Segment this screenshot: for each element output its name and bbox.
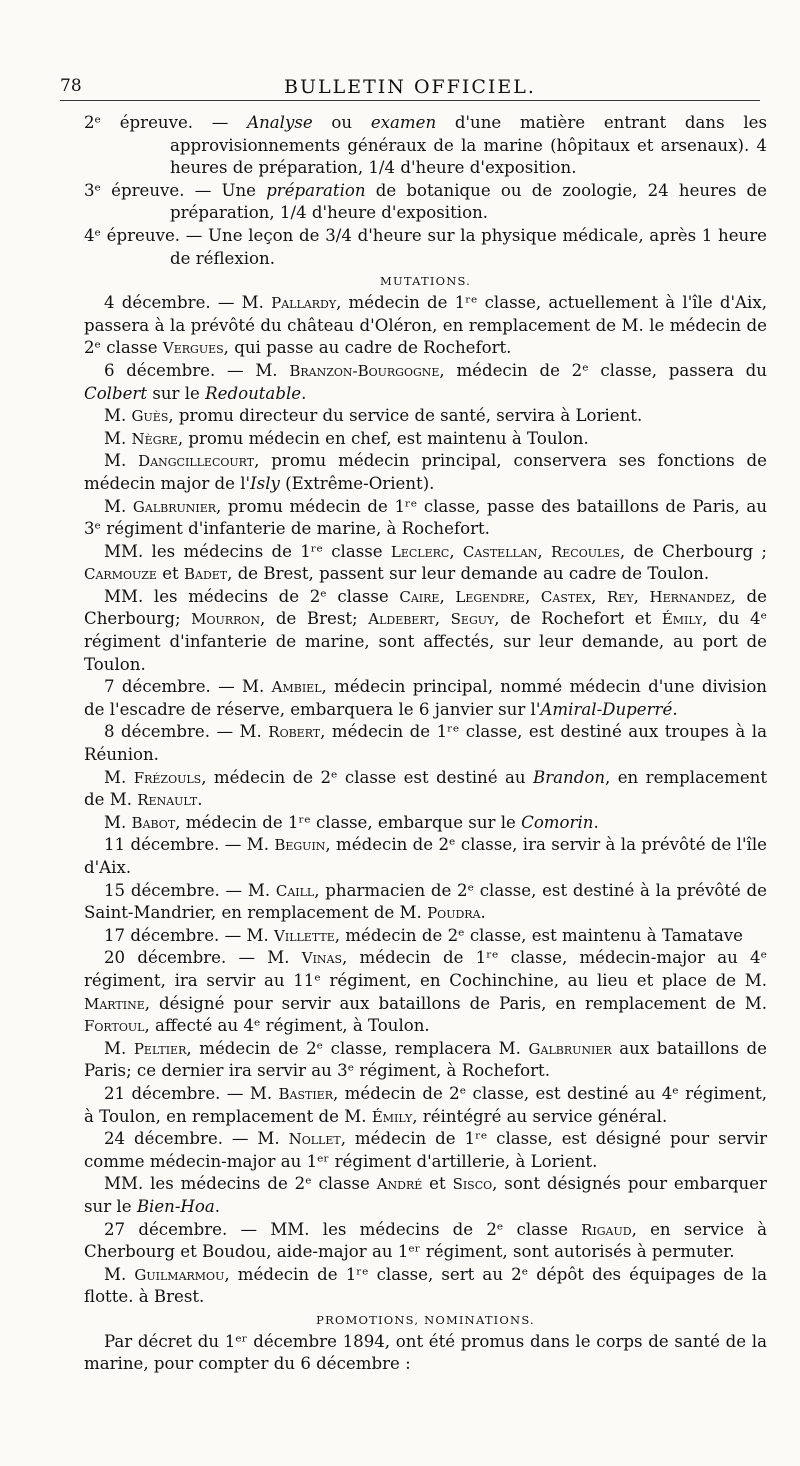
- mutation-paragraph: MM. les médecins de 2ᵉ classe Caire, Legendre, Castex, Rey, Hernandez, de Cherbourg; Mourron, de Brest; Aldebert, Seguy, de Rochefort et Émily, du 4ᵉ régiment d'infanterie de marine, sont affectés, sur leur demande, au port de Toulon.: [84, 586, 768, 674]
- mutation-paragraph: 4 décembre. — M. Pallardy, médecin de 1ʳᵉ classe, actuellement à l'île d'Aix, passera à la prévôté du château d'Oléron, en remplacement de M. le médecin de 2ᵉ classe Vergues, qui passe au cadre de Rochefort.: [84, 293, 767, 358]
- mutation-paragraph: 20 décembre. — M. Vinas, médecin de 1ʳᵉ classe, médecin-major au 4ᵉ régiment, ira servir au 11ᵉ régiment, en Cochinchine, au lieu et place de M. Martine, désigné pour servir aux bataillons de Paris, en remplacement de M. Fortoul, affecté au 4ᵉ régiment, à Toulon.: [84, 948, 767, 1036]
- document-body: [84, 112, 767, 1376]
- epreuve-label: 2ᵉ épreuve. —: [84, 113, 229, 132]
- mutation-paragraph: M. Guilmarmou, médecin de 1ʳᵉ classe, sert au 2ᵉ dépôt des équipages de la flotte. à Brest.: [84, 1264, 767, 1307]
- epreuve-text: Une préparation de botanique ou de zoologie, 24 heures de préparation, 1/4 d'heure d'exposition.: [170, 180, 767, 223]
- mutation-paragraph: M. Peltier, médecin de 2ᵉ classe, remplacera M. Galbrunier aux bataillons de Paris; ce dernier ira servir au 3ᵉ régiment, à Rochefort.: [84, 1038, 767, 1081]
- mutation-paragraph: M. Guès, promu directeur du service de santé, servira à Lorient.: [104, 406, 643, 426]
- page-header: [60, 72, 760, 104]
- section-heading-promotions: PROMOTIONS, NOMINATIONS.: [316, 1312, 535, 1327]
- mutation-paragraph: 15 décembre. — M. Caill, pharmacien de 2ᵉ classe, est destiné à la prévôté de Saint-Mandrier, en remplacement de M. Poudra.: [84, 880, 767, 923]
- mutation-paragraph: 6 décembre. — M. Branzon-Bourgogne, médecin de 2ᵉ classe, passera du Colbert sur le Redoutable.: [84, 360, 767, 403]
- mutation-paragraph: 8 décembre. — M. Robert, médecin de 1ʳᵉ classe, est destiné aux troupes à la Réunion.: [84, 722, 767, 765]
- page-number: 78: [60, 76, 82, 96]
- mutation-paragraph: 24 décembre. — M. Nollet, médecin de 1ʳᵉ classe, est désigné pour servir comme médecin-major au 1ᵉʳ régiment d'artillerie, à Lorient.: [84, 1129, 767, 1171]
- mutation-paragraph: 7 décembre. — M. Ambiel, médecin principal, nommé médecin d'une division de l'escadre de réserve, embarquera le 6 janvier sur l'Amiral-Duperré.: [84, 677, 767, 719]
- epreuve-label: 4ᵉ épreuve. —: [84, 225, 203, 245]
- mutation-paragraph: MM. les médecins de 2ᵉ classe André et Sisco, sont désignés pour embarquer sur le Bien-Hoa.: [84, 1174, 767, 1216]
- epreuve-text: Analyse ou examen d'une matière entrant dans les approvisionnements généraux de la marine (hôpitaux et arsenaux). 4 heures de préparation, 1/4 d'heure d'exposition.: [170, 113, 767, 178]
- mutation-paragraph: M. Nègre, promu médecin en chef, est maintenu à Toulon.: [104, 428, 589, 448]
- mutation-paragraph: 21 décembre. — M. Bastier, médecin de 2ᵉ classe, est destiné au 4ᵉ régiment, à Toulon, en remplacement de M. Émily, réintégré au service général.: [84, 1083, 767, 1126]
- mutation-paragraph: M. Galbrunier, promu médecin de 1ʳᵉ classe, passe des bataillons de Paris, au 3ᵉ régiment d'infanterie de marine, à Rochefort.: [84, 496, 768, 539]
- mutation-paragraph: MM. les médecins de 1ʳᵉ classe Leclerc, Castellan, Recoules, de Cherbourg ; Carmouze et Badet, de Brest, passent sur leur demande au cadre de Toulon.: [84, 541, 767, 584]
- epreuve-text: Une leçon de 3/4 d'heure sur la physique médicale, après 1 heure de réflexion.: [170, 225, 767, 268]
- mutation-paragraph: 11 décembre. — M. Beguin, médecin de 2ᵉ classe, ira servir à la prévôté de l'île d'Aix.: [84, 835, 767, 877]
- epreuve-label: 3ᵉ épreuve. —: [84, 180, 212, 200]
- running-title: BULLETIN OFFICIEL.: [284, 76, 536, 98]
- mutation-paragraph: 27 décembre. — MM. les médecins de 2ᵉ classe Rigaud, en service à Cherbourg et Boudou, aide-major au 1ᵉʳ régiment, sont autorisés à permuter.: [84, 1219, 767, 1262]
- epreuve-item: [84, 112, 767, 180]
- header-rule: [60, 100, 760, 101]
- epreuve-item: [84, 225, 767, 270]
- mutation-paragraph: M. Babot, médecin de 1ʳᵉ classe, embarque sur le Comorin.: [104, 812, 599, 832]
- promotions-paragraph: Par décret du 1ᵉʳ décembre 1894, ont été promus dans le corps de santé de la marine, pour compter du 6 décembre :: [84, 1331, 767, 1374]
- mutation-paragraph: M. Frézouls, médecin de 2ᵉ classe est destiné au Brandon, en remplacement de M. Renault.: [84, 767, 767, 810]
- mutation-paragraph: 17 décembre. — M. Villette, médecin de 2ᵉ classe, est maintenu à Tamatave: [104, 925, 743, 945]
- mutation-paragraph: M. Dangcillecourt, promu médecin principal, conservera ses fonctions de médecin major de l'Isly (Extrême-Orient).: [84, 451, 767, 493]
- epreuve-item: [84, 180, 767, 225]
- epreuves-list: [84, 112, 767, 270]
- section-heading-mutations: MUTATIONS.: [379, 274, 471, 289]
- mutations-list: [84, 292, 767, 1309]
